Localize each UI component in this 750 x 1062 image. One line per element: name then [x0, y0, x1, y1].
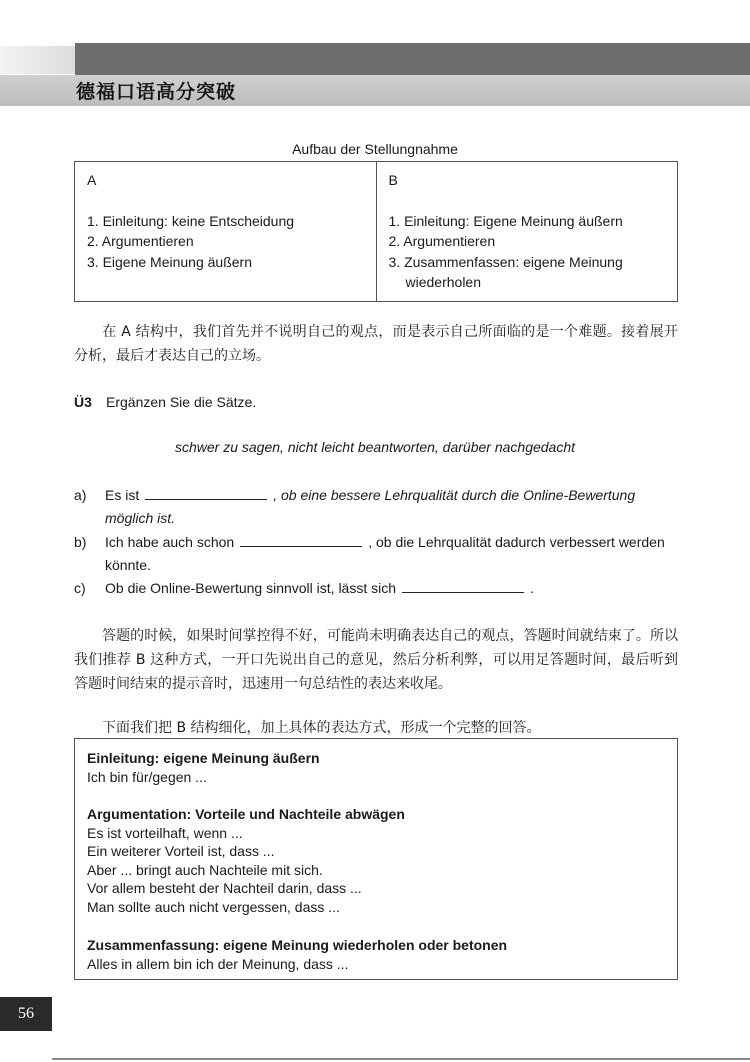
- exercise-heading: [74, 394, 256, 410]
- item-text-after: .: [530, 580, 534, 596]
- word-bank: schwer zu sagen, nicht leicht beantworten, darüber nachgedacht: [174, 439, 576, 455]
- exercise-instruction: Ergänzen Sie die Sätze.: [106, 394, 257, 410]
- section-title: Argumentation: Vorteile und Nachteile abwägen: [87, 806, 405, 822]
- phrase-line: Ein weiterer Vorteil ist, dass ...: [87, 843, 275, 859]
- chapter-header: [0, 40, 750, 106]
- item-text-before: Es ist: [105, 487, 140, 503]
- section-title: Zusammenfassung: eigene Meinung wiederholen oder betonen: [87, 937, 508, 953]
- column-b-item: 3. Zusammenfassen: eigene Meinung wiederholen: [388, 253, 623, 290]
- column-head-b: B: [388, 172, 398, 188]
- item-text-before: Ich habe auch schon: [105, 534, 235, 550]
- bottom-rule: [52, 1058, 750, 1060]
- phrase-line: Es ist vorteilhaft, wenn ...: [87, 824, 243, 841]
- column-head-a: A: [87, 172, 97, 188]
- section-title: Einleitung: eigene Meinung äußern: [87, 750, 320, 766]
- column-b-item: 2. Argumentieren: [388, 233, 496, 249]
- column-b-item: 1. Einleitung: Eigene Meinung äußern: [388, 212, 623, 229]
- phrase-section-summary: [87, 936, 507, 973]
- answer-blank[interactable]: [145, 487, 267, 500]
- structure-column-a: [75, 162, 377, 302]
- item-label: a): [74, 487, 87, 503]
- phrase-section-argument: [87, 805, 405, 916]
- phrase-line: Man sollte auch nicht vergessen, dass ...: [87, 898, 340, 915]
- structure-table: [74, 161, 678, 302]
- item-label: c): [74, 580, 86, 596]
- table-caption: Aufbau der Stellungnahme: [292, 141, 458, 157]
- answer-blank[interactable]: [240, 534, 362, 547]
- exercise-label: Ü3: [74, 394, 92, 410]
- page-number: 56: [0, 997, 52, 1031]
- phrase-box: [74, 738, 678, 980]
- phrase-section-intro: [87, 749, 320, 786]
- exercise-item: [74, 531, 678, 577]
- column-a-item: 2. Argumentieren: [87, 233, 194, 249]
- phrase-line: Ich bin für/gegen ...: [87, 768, 207, 785]
- answer-blank[interactable]: [402, 580, 524, 593]
- item-label: b): [74, 534, 87, 550]
- paragraph-recommendation: [74, 624, 678, 696]
- header-accent-left: [0, 46, 75, 74]
- phrase-line: Vor allem besteht der Nachteil darin, dass ...: [87, 880, 362, 896]
- paragraph-text: 在 A 结构中，我们首先并不说明自己的观点，而是表示自己所面临的是一个难题。接着展开分析，最后才表达自己的立场。: [74, 324, 678, 364]
- item-text-after: , ob eine bessere Lehrqualität durch die Online-Bewertung möglich ist.: [105, 487, 636, 526]
- exercise-item: [74, 484, 678, 530]
- item-text-after: , ob die Lehrqualität dadurch verbessert werden könnte.: [105, 534, 665, 573]
- paragraph-intro-box: [74, 716, 678, 740]
- phrase-line: Alles in allem bin ich der Meinung, dass ...: [87, 955, 349, 972]
- column-a-item: 3. Eigene Meinung äußern: [87, 253, 252, 270]
- item-text-before: Ob die Online-Bewertung sinnvoll ist, lässt sich: [105, 580, 397, 596]
- phrase-line: Aber ... bringt auch Nachteile mit sich.: [87, 861, 323, 878]
- column-a-item: 1. Einleitung: keine Entscheidung: [87, 212, 295, 229]
- paragraph-text: 答题的时候，如果时间掌控得不好，可能尚未明确表达自己的观点，答题时间就结束了。所以我们推荐 B 这种方式，一开口先说出自己的意见，然后分析利弊，可以用足答题时间，最后听到答题时间结束的提示音时，迅速用一句总结性的表达来收尾。: [74, 628, 678, 692]
- paragraph-text: 下面我们把 B 结构细化，加上具体的表达方式，形成一个完整的回答。: [102, 720, 541, 736]
- header-dark-band: [75, 43, 750, 75]
- book-title: 德福口语高分突破: [76, 81, 237, 103]
- exercise-item: [74, 577, 678, 600]
- paragraph-structure-a: [74, 320, 678, 368]
- structure-column-b: [376, 162, 678, 302]
